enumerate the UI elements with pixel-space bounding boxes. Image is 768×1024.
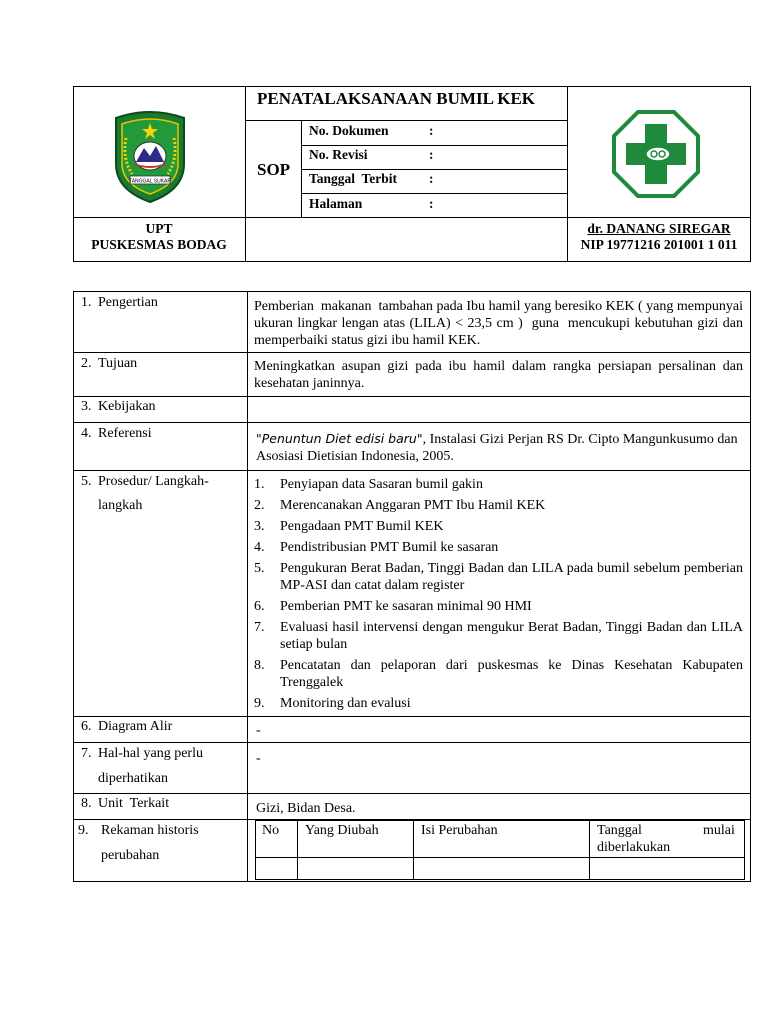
procedure-step [254,619,743,653]
procedure-step [254,598,743,615]
document-title: PENATALAKSANAAN BUMIL KEK [257,89,536,108]
header-divider-left [245,86,246,262]
org-unit-label: UPT [145,221,173,236]
procedure-step [254,518,743,535]
procedure-step [254,657,743,691]
row-line [73,793,751,794]
emblem-caption: TANGGAL SUKAR [129,178,171,185]
procedure-step [254,539,743,556]
procedure-step-number: 7. [254,620,265,635]
history-col-line [413,820,414,880]
signer-nip: NIP 19771216 201001 1 011 [580,237,738,252]
row-number: 9. [78,823,89,838]
field-sep: : [429,171,434,186]
label-hal-line2: diperhatikan [98,771,168,786]
procedure-step-text: Evaluasi hasil intervensi dengan mengukur Berat Badan, Tinggi Badan dan LILA setiap bulan [280,620,743,652]
text-unit-terkait: Gizi, Bidan Desa. [256,801,356,816]
procedure-step-number: 2. [254,498,265,513]
history-col-line [297,820,298,880]
field-label-halaman: Halaman [309,196,363,211]
procedure-step [254,497,743,514]
field-sep: : [429,123,434,138]
text-pengertian: Pemberian makanan tambahan pada Ibu hamil yang beresiko KEK ( yang mempunyai ukuran lingkar lengan atas (LILA) < 23,5 cm ) guna mencukupi kebutuhan gizi dan memperbaiki status gizi ibu hamil KEK. [254,299,747,348]
procedure-step-text: Penyiapan data Sasaran bumil gakin [280,477,483,492]
procedure-step-text: Pengadaan PMT Bumil KEK [280,519,444,534]
field-label-no-revisi: No. Revisi [309,147,368,162]
label-referensi: Referensi [98,426,152,441]
procedure-step-number: 6. [254,599,265,614]
procedure-step-number: 1. [254,477,265,492]
field-label-no-dokumen: No. Dokumen [309,123,389,138]
label-rekaman-line2: perubahan [101,848,160,863]
field-sep: : [429,196,434,211]
history-col-diberlakukan: diberlakukan [597,840,671,855]
row-line [73,396,751,397]
sop-label: SOP [257,160,291,179]
puskesmas-logo [612,110,700,198]
field-row-line-3 [301,193,567,194]
history-col-yang-diubah: Yang Diubah [305,823,379,838]
history-col-isi-perubahan: Isi Perubahan [421,823,498,838]
procedure-steps [254,476,743,716]
procedure-step [254,476,743,493]
label-rekaman-line1: Rekaman historis [101,823,199,838]
procedure-step-text: Monitoring dan evalusi [280,696,411,711]
title-underline [245,120,567,121]
procedure-step [254,560,743,594]
referensi-detail: , Instalasi Gizi Perjan RS Dr. Cipto Mangunkusumo dan Asosiasi Dietisian Indonesia, 2005. [256,432,738,464]
row-number: 6. [81,719,92,734]
procedure-step-number: 4. [254,540,265,555]
header-bottom-row-line [73,217,751,218]
row-number: 3. [81,399,92,414]
field-label-tanggal-terbit: Tanggal Terbit [309,171,398,186]
field-sep: : [429,147,434,162]
row-number: 1. [81,295,92,310]
row-number: 8. [81,796,92,811]
history-col-tanggal: Tanggal [597,823,642,838]
history-col-line [589,820,590,880]
procedure-step-number: 8. [254,658,265,673]
row-line [73,742,751,743]
label-tujuan: Tujuan [98,356,138,371]
procedure-step-text: Pengukuran Berat Badan, Tinggi Badan dan LILA pada bumil sebelum pemberian MP-ASI dan catat dalam register [280,561,743,593]
history-col-no: No [262,823,280,838]
label-hal-line1: Hal-hal yang perlu [98,746,203,761]
procedure-step [254,695,743,712]
org-name: PUSKESMAS BODAG [91,237,227,252]
procedure-step-text: Pencatatan dan pelaporan dari puskesmas ke Dinas Kesehatan Kabupaten Trenggalek [280,658,743,690]
label-pengertian: Pengertian [98,295,158,310]
row-number: 2. [81,356,92,371]
text-referensi [256,430,745,465]
text-tujuan: Meningkatkan asupan gizi pada ibu hamil dalam rangka persiapan persalinan dan kesehatan janinnya. [254,359,743,391]
row-line [73,716,751,717]
procedure-step-text: Pemberian PMT ke sasaran minimal 90 HMI [280,599,532,614]
procedure-step-text: Merencanakan Anggaran PMT Ibu Hamil KEK [280,498,546,513]
referensi-title: "Penuntun Diet edisi baru" [256,431,423,446]
procedure-step-number: 3. [254,519,265,534]
row-number: 5. [81,474,92,489]
signer-name: dr. DANANG SIREGAR [587,221,731,236]
label-unit-terkait: Unit Terkait [98,796,170,811]
row-line [73,470,751,471]
regency-emblem-logo [110,108,190,203]
procedure-step-text: Pendistribusian PMT Bumil ke sasaran [280,540,499,555]
procedure-step-number: 9. [254,696,265,711]
label-prosedur-line1: Prosedur/ Langkah- [98,474,209,489]
history-header-line [255,857,745,858]
row-number: 4. [81,426,92,441]
text-hal: - [256,751,261,766]
text-diagram-alir: - [256,723,261,738]
label-prosedur-line2: langkah [98,498,143,513]
row-line [73,422,751,423]
procedure-step-number: 5. [254,561,265,576]
row-line [73,352,751,353]
label-kebijakan: Kebijakan [98,399,156,414]
label-diagram-alir: Diagram Alir [98,719,173,734]
history-col-mulai: mulai [703,823,735,838]
row-number: 7. [81,746,92,761]
